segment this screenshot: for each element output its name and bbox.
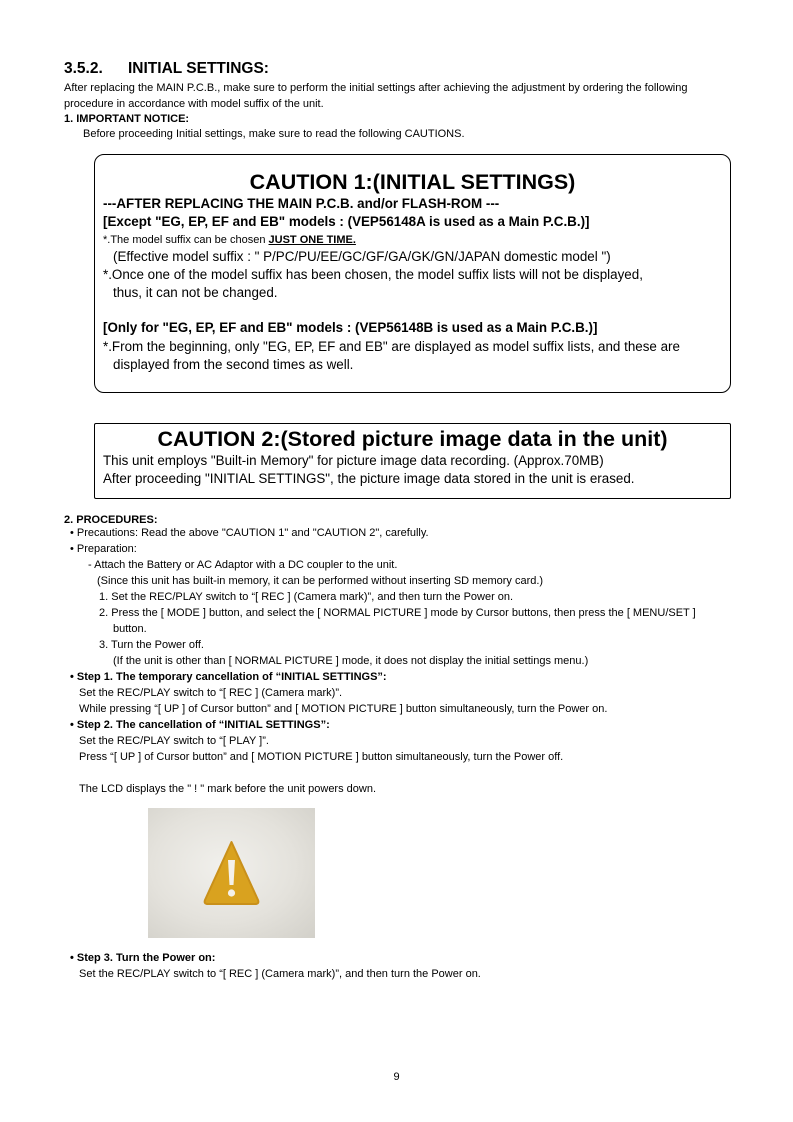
caution-1-begin-2: displayed from the second times as well. <box>113 357 354 372</box>
page-number: 9 <box>393 1071 400 1083</box>
procedure-1: 1. Set the REC/PLAY switch to “[ REC ] (Camera mark)”, and then turn the Power on. <box>99 591 514 603</box>
warning-triangle-icon <box>148 808 315 938</box>
caution-1-except-heading: [Except "EG, EP, EF and EB" models : (VEP56148A is used as a Main P.C.B.)] <box>103 214 590 229</box>
precautions: • Precautions: Read the above "CAUTION 1" and "CAUTION 2", carefully. <box>70 527 429 539</box>
procedures-heading: 2. PROCEDURES: <box>64 514 158 526</box>
attach-note: - Attach the Battery or AC Adaptor with a DC coupler to the unit. <box>88 559 398 571</box>
caution-2-line-1: This unit employs "Built-in Memory" for picture image data recording. (Approx.70MB) <box>103 453 604 468</box>
procedure-3: 3. Turn the Power off. <box>99 639 204 651</box>
caution-1-begin-1: *.From the beginning, only "EG, EP, EF and EB" are displayed as model suffix lists, and these are <box>103 339 680 354</box>
intro-line-1: After replacing the MAIN P.C.B., make sure to perform the initial settings after achieving the adjustment by ordering the following <box>64 82 688 94</box>
notice-text: Before proceeding Initial settings, make sure to read the following CAUTIONS. <box>83 128 465 140</box>
caution-2-title: CAUTION 2:(Stored picture image data in the unit) <box>157 427 668 451</box>
procedure-2: 2. Press the [ MODE ] button, and select the [ NORMAL PICTURE ] mode by Cursor buttons, then press the [ MENU/SET ] <box>99 607 696 619</box>
caution-1-box <box>94 154 731 393</box>
caution-1-subtitle: ---AFTER REPLACING THE MAIN P.C.B. and/or FLASH-ROM --- <box>103 196 500 211</box>
caution-1-effective: (Effective model suffix : " P/PC/PU/EE/GC/GF/GA/GK/GN/JAPAN domestic model ") <box>113 249 611 264</box>
step-1-line-2: While pressing “[ UP ] of Cursor button” and [ MOTION PICTURE ] button simultaneously, turn the Power on. <box>79 703 608 715</box>
notice-heading: 1. IMPORTANT NOTICE: <box>64 113 190 125</box>
step-2-line-1: Set the REC/PLAY switch to “[ PLAY ]”. <box>79 735 269 747</box>
lcd-warning-photo <box>148 808 315 938</box>
since-note: (Since this unit has built-in memory, it can be performed without inserting SD memory card.) <box>97 575 544 587</box>
step-3-line-1: Set the REC/PLAY switch to “[ REC ] (Camera mark)”, and then turn the Power on. <box>79 968 481 980</box>
suffix-note-emphasis: JUST ONE TIME. <box>268 234 356 246</box>
caution-1-suffix-note <box>103 231 356 249</box>
suffix-note-text: *.The model suffix can be chosen <box>103 234 269 246</box>
section-title <box>64 60 269 78</box>
step-2-line-2: Press “[ UP ] of Cursor button” and [ MOTION PICTURE ] button simultaneously, turn the Power off. <box>79 751 564 763</box>
step-3-heading: • Step 3. Turn the Power on: <box>70 952 216 964</box>
intro-line-2: procedure in accordance with model suffix of the unit. <box>64 98 324 110</box>
caution-1-once-1: *.Once one of the model suffix has been chosen, the model suffix lists will not be displayed, <box>103 267 643 282</box>
section-heading: INITIAL SETTINGS: <box>128 60 269 77</box>
lcd-note: The LCD displays the " ! " mark before the unit powers down. <box>79 783 377 795</box>
procedure-3-note: (If the unit is other than [ NORMAL PICTURE ] mode, it does not display the initial settings menu.) <box>113 655 589 667</box>
section-number: 3.5.2. <box>64 60 103 77</box>
caution-1-only-heading: [Only for "EG, EP, EF and EB" models : (VEP56148B is used as a Main P.C.B.)] <box>103 320 598 335</box>
caution-1-title: CAUTION 1:(INITIAL SETTINGS) <box>249 170 576 194</box>
caution-1-once-2: thus, it can not be changed. <box>113 285 278 300</box>
caution-2-line-2: After proceeding "INITIAL SETTINGS", the picture image data stored in the unit is erased. <box>103 471 635 486</box>
step-2-heading: • Step 2. The cancellation of “INITIAL SETTINGS”: <box>70 719 330 731</box>
step-1-line-1: Set the REC/PLAY switch to “[ REC ] (Camera mark)”. <box>79 687 343 699</box>
procedure-2-cont: button. <box>113 623 147 635</box>
caution-2-box <box>94 423 731 499</box>
step-1-heading: • Step 1. The temporary cancellation of “INITIAL SETTINGS”: <box>70 671 387 683</box>
preparation: • Preparation: <box>70 543 137 555</box>
